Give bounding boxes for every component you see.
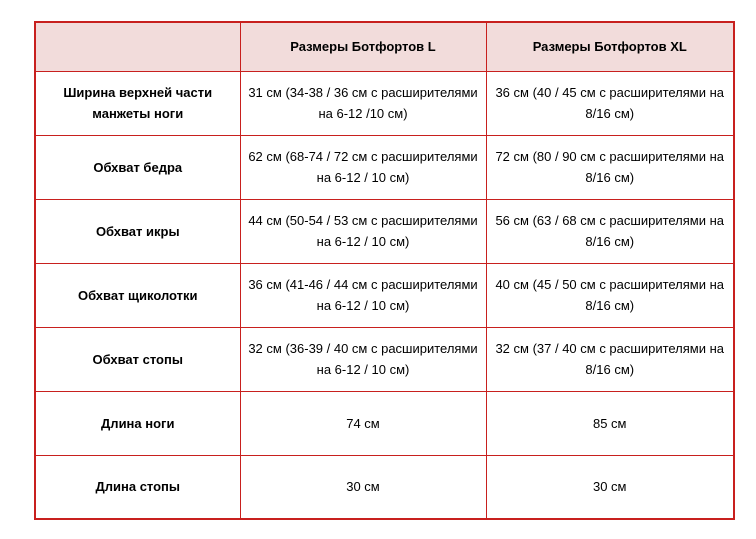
table-row xyxy=(35,327,734,391)
table-row xyxy=(35,199,734,263)
cell-l-cuff-width: 31 см (34-38 / 36 см с расширителями на 6-12 /10 см) xyxy=(240,71,486,135)
cell-xl-leg-length: 85 см xyxy=(486,391,734,455)
row-label-leg-length: Длина ноги xyxy=(35,391,240,455)
table-row xyxy=(35,391,734,455)
header-size-l: Размеры Ботфортов L xyxy=(240,22,486,71)
row-label-calf: Обхват икры xyxy=(35,199,240,263)
cell-xl-thigh: 72 см (80 / 90 см с расширителями на 8/16 см) xyxy=(486,135,734,199)
row-label-ankle: Обхват щиколотки xyxy=(35,263,240,327)
table-row xyxy=(35,455,734,519)
table-body xyxy=(35,71,734,519)
cell-xl-cuff-width: 36 см (40 / 45 см с расширителями на 8/16 см) xyxy=(486,71,734,135)
header-corner-cell xyxy=(35,22,240,71)
cell-l-foot-girth: 32 см (36-39 / 40 см с расширителями на 6-12 / 10 см) xyxy=(240,327,486,391)
header-row xyxy=(35,22,734,71)
cell-xl-foot-length: 30 см xyxy=(486,455,734,519)
cell-xl-ankle: 40 см (45 / 50 см с расширителями на 8/16 см) xyxy=(486,263,734,327)
cell-l-leg-length: 74 см xyxy=(240,391,486,455)
cell-l-thigh: 62 см (68-74 / 72 см с расширителями на 6-12 / 10 см) xyxy=(240,135,486,199)
header-size-xl: Размеры Ботфортов XL xyxy=(486,22,734,71)
row-label-thigh: Обхват бедра xyxy=(35,135,240,199)
cell-xl-foot-girth: 32 см (37 / 40 см с расширителями на 8/16 см) xyxy=(486,327,734,391)
cell-l-ankle: 36 см (41-46 / 44 см с расширителями на 6-12 / 10 см) xyxy=(240,263,486,327)
table-row xyxy=(35,135,734,199)
row-label-foot-girth: Обхват стопы xyxy=(35,327,240,391)
row-label-foot-length: Длина стопы xyxy=(35,455,240,519)
table-row xyxy=(35,263,734,327)
table-header xyxy=(35,22,734,71)
cell-l-foot-length: 30 см xyxy=(240,455,486,519)
size-chart-table xyxy=(34,21,735,520)
table-row xyxy=(35,71,734,135)
cell-l-calf: 44 см (50-54 / 53 см с расширителями на 6-12 / 10 см) xyxy=(240,199,486,263)
cell-xl-calf: 56 см (63 / 68 см с расширителями на 8/16 см) xyxy=(486,199,734,263)
row-label-cuff-width: Ширина верхней части манжеты ноги xyxy=(35,71,240,135)
